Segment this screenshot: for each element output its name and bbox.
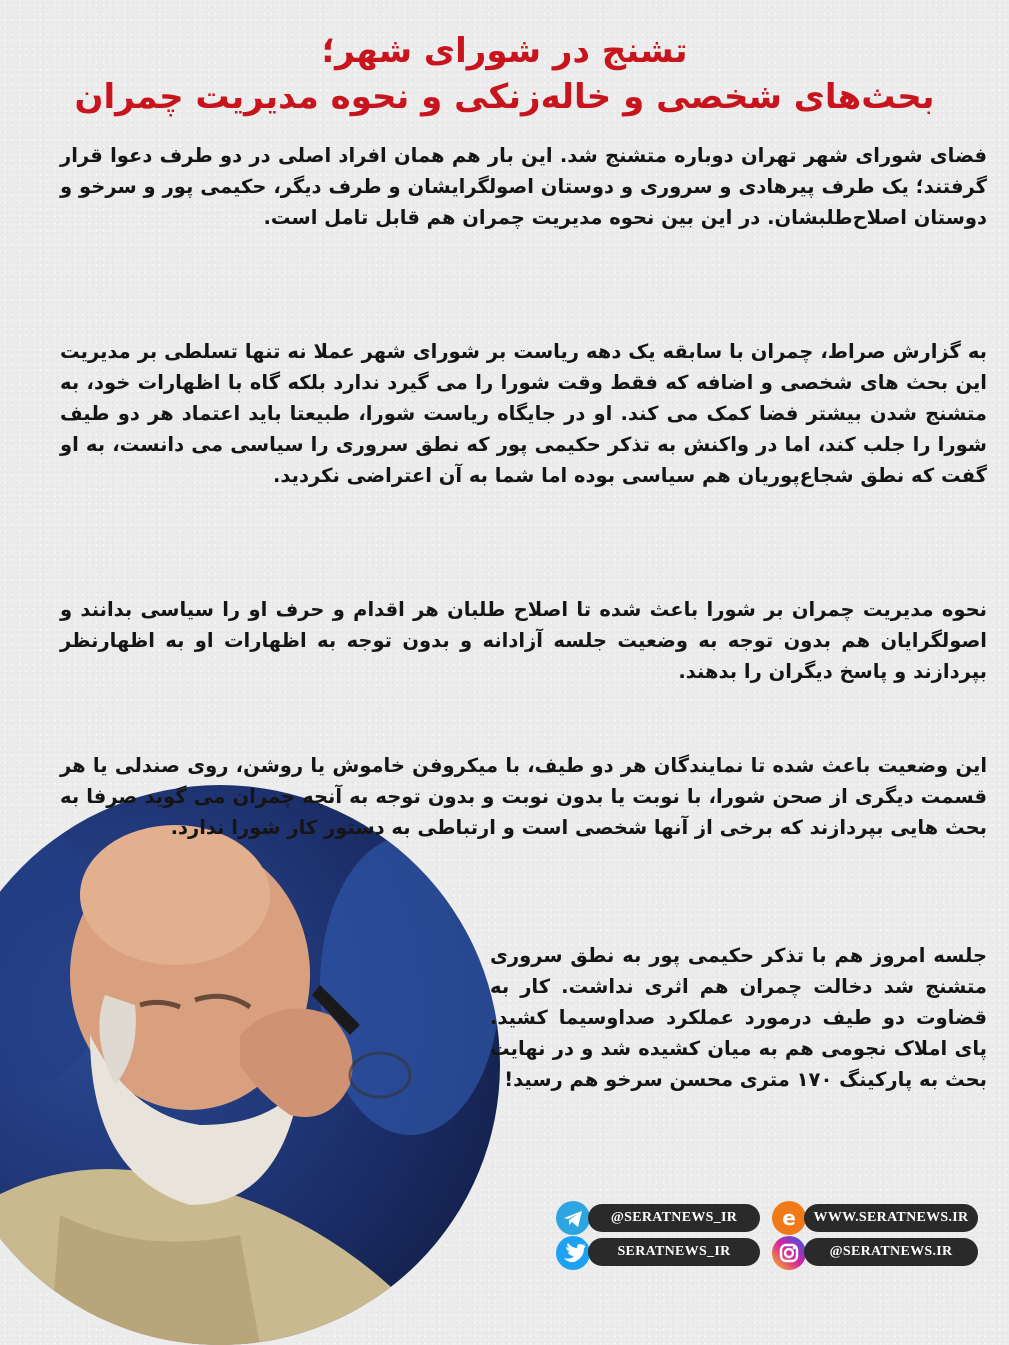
paragraph-4: این وضعیت باعث شده تا نمایندگان هر دو طیف، با میکروفن خاموش یا روشن، روی صندلی یا هر قسمت دیگری از صحن شورا، با نوبت یا بدون نوبت و بدون توجه به آنچه چمران می گوید صرفا به بحث هایی بپردازند که برخی از آنها شخصی است و ارتباطی به دستور کار شورا ندارد.: [60, 754, 987, 839]
website-e-icon: e: [772, 1201, 806, 1235]
website-link[interactable]: WWW.SERATNEWS.IR: [804, 1204, 978, 1232]
telegram-link[interactable]: @SERATNEWS_IR: [588, 1204, 760, 1232]
twitter-icon: [556, 1236, 590, 1270]
paragraph-1: فضای شورای شهر تهران دوباره متشنج شد. این بار هم همان افراد اصلی در دو طرف دعوا قرار گرفتند؛ یک طرف پیرهادی و سروری و دوستان اصولگرایشان و طرف دیگر، حکیمی پور و سرخو و دوستان اصلاح‌طلبشان. در این بین نحوه مدیریت چمران هم قابل تامل است.: [60, 144, 987, 229]
headline-line-1: تشنج در شورای شهر؛: [321, 31, 688, 71]
telegram-icon: [556, 1201, 590, 1235]
headline: [60, 28, 949, 120]
paragraph-5: جلسه امروز هم با تذکر حکیمی پور به نطق سروری متشنج شد دخالت چمران هم اثری نداشت. کار به قضاوت دو طیف درمورد عملکرد صداوسیما کشید. پای املاک نجومی هم به میان کشیده شد و در نهایت بحث به پارکینگ ۱۷۰ متری محسن سرخو هم رسید!: [490, 944, 987, 1091]
headline-line-2: بحث‌های شخصی و خاله‌زنکی و نحوه مدیریت چمران: [74, 77, 935, 117]
instagram-icon: [772, 1236, 806, 1270]
social-footer: [0, 1196, 1009, 1280]
instagram-link[interactable]: @SERATNEWS.IR: [804, 1238, 978, 1266]
twitter-link[interactable]: SERATNEWS_IR: [588, 1238, 760, 1266]
paragraph-3: نحوه مدیریت چمران بر شورا باعث شده تا اصلاح طلبان هر اقدام و حرف او را سیاسی بدانند و اصولگرایان هم بدون توجه به وضعیت جلسه آزادانه و بدون توجه به اظهارات او به اظهارنظر بپردازند و پاسخ دیگران را بدهند.: [60, 598, 987, 683]
paragraph-2: به گزارش صراط، چمران با سابقه یک دهه ریاست بر شورای شهر عملا نه تنها تسلطی بر مدیریت این بحث های شخصی و اضافه که فقط وقت شورا را می گیرد ندارد بلکه گاه با اظهارات خود، به متشنج شدن بیشتر فضا کمک می کند. او در جایگاه ریاست شورا، طبیعتا باید اعتماد هر دو طیف شورا را جلب کند، اما در واکنش به تذکر حکیمی پور که نطق سروری را سیاسی می دانست، به او گفت که نطق شجاع‌پوریان هم سیاسی بوده اما شما به آن اعتراضی نکردید.: [60, 340, 987, 487]
